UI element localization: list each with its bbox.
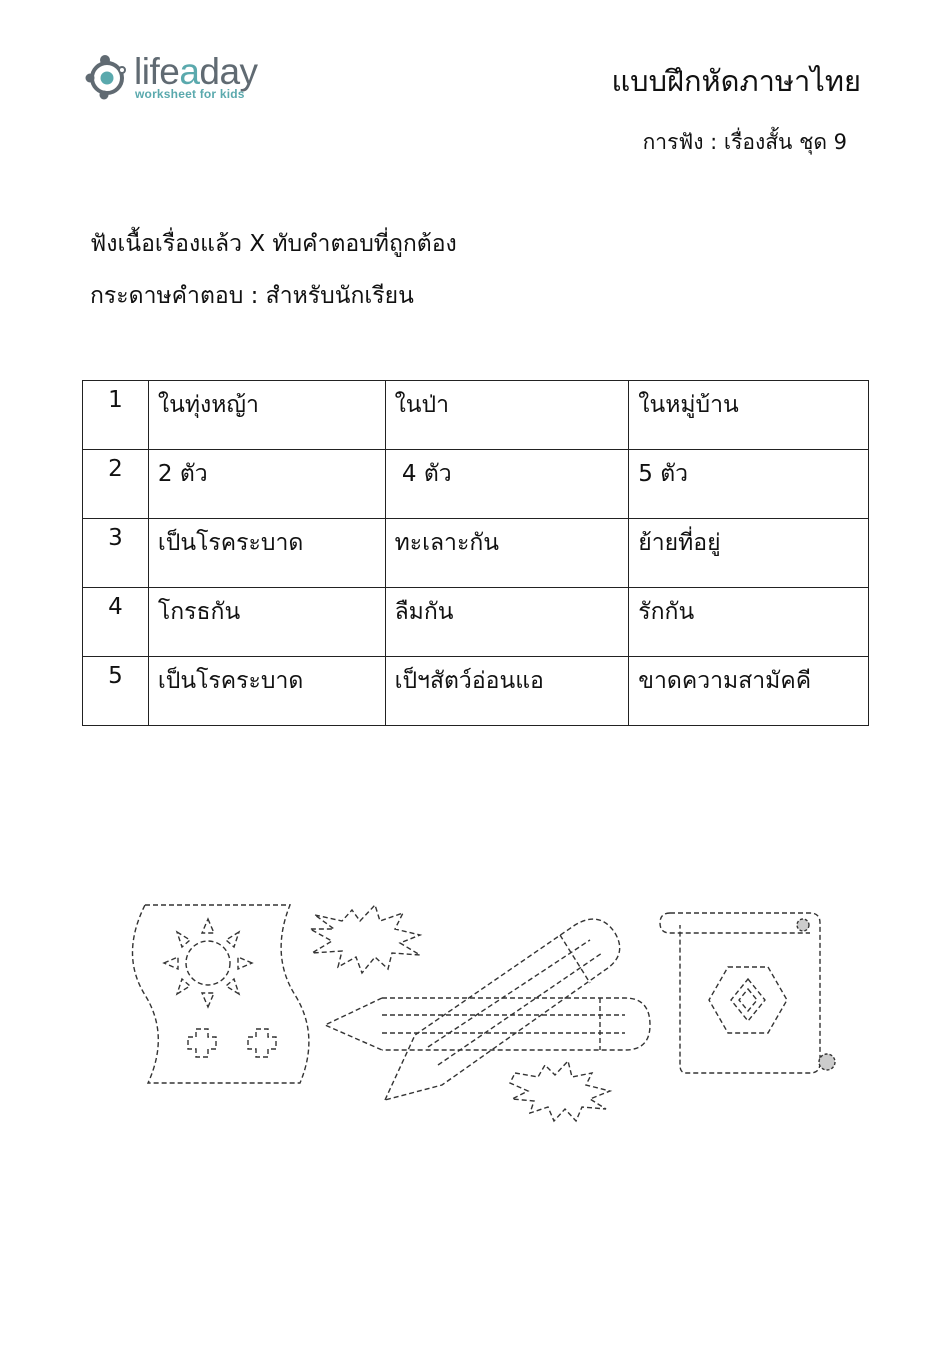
page-subtitle: การฟัง : เรื่องสั้น ชุด 9: [642, 130, 847, 154]
choice-cell[interactable]: รักกัน: [629, 588, 869, 657]
choice-cell[interactable]: เป็นโรคระบาด: [148, 657, 385, 726]
logo-molecule-icon: [82, 52, 132, 102]
row-number: 1: [83, 381, 149, 450]
choice-cell[interactable]: โกรธกัน: [148, 588, 385, 657]
table-row: [83, 519, 869, 588]
table-row: [83, 657, 869, 726]
table-row: [83, 381, 869, 450]
tracing-illustration: [120, 895, 850, 1130]
choice-cell[interactable]: ทะเลาะกัน: [385, 519, 629, 588]
row-number: 2: [83, 450, 149, 519]
choice-cell[interactable]: ในป่า: [385, 381, 629, 450]
choice-cell[interactable]: 5 ตัว: [629, 450, 869, 519]
choice-cell[interactable]: 4 ตัว: [385, 450, 629, 519]
row-number: 5: [83, 657, 149, 726]
page-title: แบบฝึกหัดภาษาไทย: [611, 64, 861, 98]
row-number: 3: [83, 519, 149, 588]
row-number: 4: [83, 588, 149, 657]
answer-sheet-label: กระดาษคำตอบ : สำหรับนักเรียน: [90, 283, 414, 309]
logo-tagline: worksheet for kids: [135, 87, 245, 101]
logo: [82, 50, 282, 106]
logo-wordmark: lifeaday: [134, 51, 258, 92]
choice-cell[interactable]: ในหมู่บ้าน: [629, 381, 869, 450]
treasure-map-icon: [133, 905, 309, 1083]
pencil-icon: [325, 919, 650, 1100]
instruction-text: ฟังเนื้อเรื่องแล้ว X ทับคำตอบที่ถูกต้อง: [90, 231, 457, 257]
table-row: [83, 450, 869, 519]
choice-cell[interactable]: เป็นโรคระบาด: [148, 519, 385, 588]
choice-cell[interactable]: ลืมกัน: [385, 588, 629, 657]
choice-cell[interactable]: 2 ตัว: [148, 450, 385, 519]
table-row: [83, 588, 869, 657]
choice-cell[interactable]: ในทุ่งหญ้า: [148, 381, 385, 450]
scroll-icon: [660, 913, 835, 1073]
choice-cell[interactable]: ขาดความสามัคคี: [629, 657, 869, 726]
choice-cell[interactable]: เป็ฯสัตว์อ่อนแอ: [385, 657, 629, 726]
starburst-icon: [310, 905, 610, 1121]
answer-table: [82, 380, 869, 726]
choice-cell[interactable]: ย้ายที่อยู่: [629, 519, 869, 588]
